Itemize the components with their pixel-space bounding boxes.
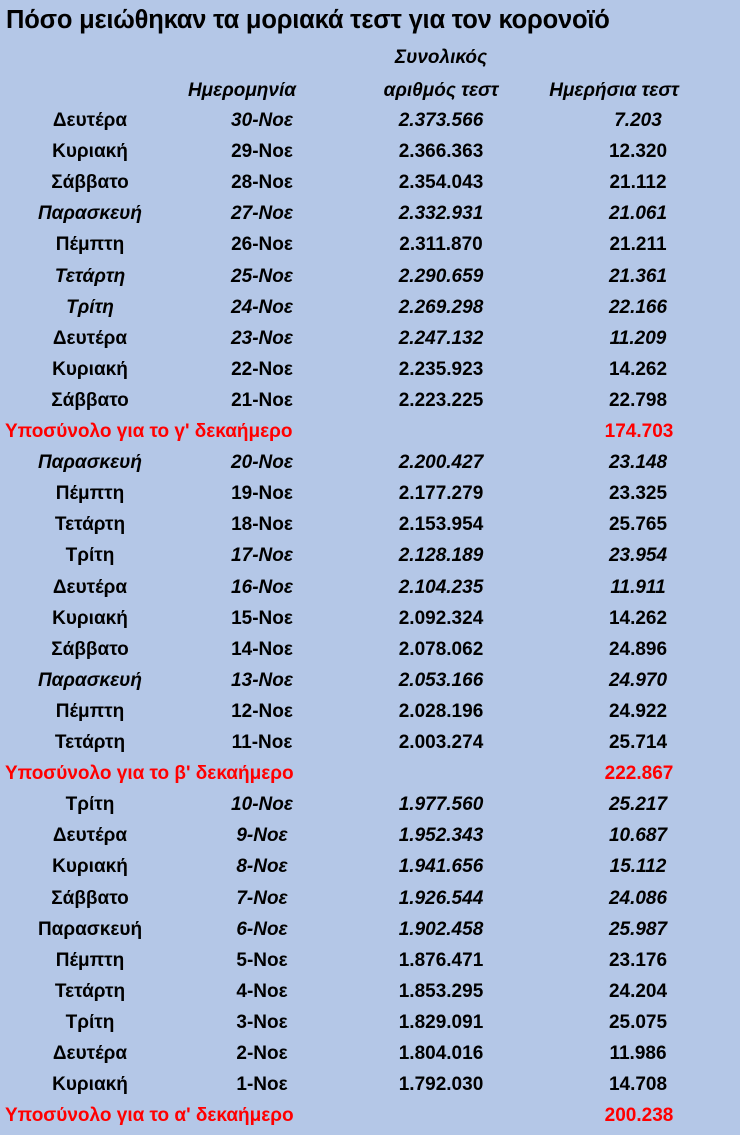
table-row: [0, 1040, 740, 1071]
daily-tests-cell: 14.708: [608, 1074, 668, 1095]
total-tests-cell: 2.177.279: [398, 483, 484, 504]
table-row: [0, 325, 740, 356]
day-cell: Σάββατο: [51, 172, 129, 193]
day-cell: Δευτέρα: [52, 577, 128, 598]
daily-tests-cell: 22.798: [608, 390, 668, 411]
daily-tests-cell: 25.987: [608, 919, 668, 940]
daily-tests-cell: 22.166: [608, 297, 668, 318]
day-cell: Παρασκευή: [37, 919, 143, 940]
total-tests-cell: 2.247.132: [398, 328, 484, 349]
day-cell: Πέμπτη: [55, 234, 125, 255]
table-row: [0, 387, 740, 418]
day-cell: Τετάρτη: [54, 732, 126, 753]
table-row: [0, 885, 740, 916]
table-row: [0, 947, 740, 978]
date-cell: 5-Noε: [236, 950, 288, 971]
total-tests-cell: 1.926.544: [398, 888, 484, 909]
total-tests-cell: 1.977.560: [398, 794, 484, 815]
total-tests-cell: 2.028.196: [398, 701, 484, 722]
date-cell: 13-Noε: [231, 670, 293, 691]
total-tests-cell: 1.829.091: [398, 1012, 484, 1033]
day-cell: Τρίτη: [66, 297, 114, 318]
table-row: [0, 480, 740, 511]
subtotal-row: [0, 418, 740, 449]
date-cell: 26-Noε: [231, 234, 293, 255]
daily-tests-cell: 11.209: [609, 328, 667, 349]
daily-tests-cell: 24.922: [608, 701, 668, 722]
table-row: [0, 200, 740, 231]
date-cell: 29-Noε: [231, 141, 293, 162]
date-cell: 10-Noε: [231, 794, 293, 815]
daily-tests-cell: 12.320: [608, 141, 668, 162]
day-cell: Παρασκευή: [38, 203, 142, 224]
day-cell: Δευτέρα: [52, 1043, 128, 1064]
table-row: [0, 138, 740, 169]
date-cell: 28-Noε: [231, 172, 293, 193]
table-row: [0, 667, 740, 698]
subtotal-value: 200.238: [604, 1105, 674, 1126]
daily-tests-cell: 21.361: [608, 266, 668, 287]
daily-tests-cell: 14.262: [608, 359, 668, 380]
daily-tests-cell: 24.086: [608, 888, 668, 909]
day-cell: Παρασκευή: [38, 452, 142, 473]
day-cell: Σάββατο: [51, 639, 129, 660]
day-cell: Κυριακή: [52, 359, 128, 380]
date-cell: 24-Noε: [231, 297, 293, 318]
day-cell: Πέμπτη: [55, 701, 125, 722]
daily-tests-cell: 14.262: [608, 608, 668, 629]
table-row: [0, 698, 740, 729]
header-date: Ημερομηνία: [187, 80, 297, 101]
table-row: [0, 978, 740, 1009]
total-tests-cell: 1.941.656: [398, 856, 484, 877]
date-cell: 4-Noε: [236, 981, 288, 1002]
day-cell: Δευτέρα: [52, 328, 128, 349]
total-tests-cell: 2.128.189: [398, 545, 484, 566]
daily-tests-cell: 10.687: [608, 825, 668, 846]
subtotal-value: 222.867: [604, 763, 674, 784]
date-cell: 3-Noε: [236, 1012, 288, 1033]
day-cell: Κυριακή: [52, 141, 128, 162]
total-tests-cell: 2.153.954: [398, 514, 484, 535]
day-cell: Σάββατο: [51, 390, 129, 411]
daily-tests-cell: 25.714: [608, 732, 668, 753]
daily-tests-cell: 23.325: [608, 483, 668, 504]
table-title: Πόσο μειώθηκαν τα μοριακά τεστ για τον κορονοϊό: [6, 6, 610, 34]
day-cell: Κυριακή: [52, 1074, 128, 1095]
day-cell: Τρίτη: [65, 794, 115, 815]
total-tests-cell: 2.290.659: [398, 266, 484, 287]
day-cell: Τετάρτη: [54, 514, 126, 535]
table-row: [0, 822, 740, 853]
date-cell: 7-Noε: [236, 888, 288, 909]
day-cell: Παρασκευή: [38, 670, 142, 691]
total-tests-cell: 2.200.427: [398, 452, 484, 473]
daily-tests-cell: 25.075: [608, 1012, 668, 1033]
date-cell: 6-Noε: [236, 919, 288, 940]
table-row: [0, 1009, 740, 1040]
total-tests-cell: 2.053.166: [398, 670, 484, 691]
daily-tests-cell: 7.203: [614, 110, 662, 131]
daily-tests-cell: 21.061: [608, 203, 668, 224]
date-cell: 11-Noε: [231, 732, 293, 753]
daily-tests-cell: 15.112: [609, 856, 667, 877]
date-cell: 12-Noε: [231, 701, 293, 722]
date-cell: 27-Noε: [231, 203, 293, 224]
day-cell: Πέμπτη: [55, 950, 125, 971]
daily-tests-cell: 21.112: [609, 172, 667, 193]
total-tests-cell: 1.876.471: [398, 950, 484, 971]
header-total-line2: αριθμός τεστ: [383, 80, 499, 101]
total-tests-cell: 1.952.343: [398, 825, 484, 846]
day-cell: Δευτέρα: [52, 110, 128, 131]
date-cell: 1-Noε: [236, 1074, 288, 1095]
date-cell: 30-Noε: [231, 110, 293, 131]
total-tests-cell: 2.311.870: [399, 234, 483, 255]
subtotal-row: [0, 1102, 740, 1133]
date-cell: 22-Noε: [231, 359, 293, 380]
total-tests-cell: 2.003.274: [398, 732, 484, 753]
date-cell: 8-Noε: [236, 856, 288, 877]
subtotal-label: Υποσύνολο για το α' δεκαήμερο: [5, 1105, 294, 1126]
table-row: [0, 263, 740, 294]
day-cell: Τετάρτη: [54, 266, 126, 287]
daily-tests-cell: 24.896: [608, 639, 668, 660]
daily-tests-cell: 23.176: [608, 950, 668, 971]
date-cell: 19-Noε: [231, 483, 293, 504]
header-daily: Ημερήσια τεστ: [549, 80, 679, 101]
date-cell: 16-Noε: [231, 577, 293, 598]
table-row: [0, 107, 740, 138]
date-cell: 23-Noε: [231, 328, 293, 349]
table-row: [0, 916, 740, 947]
table-row: [0, 636, 740, 667]
day-cell: Πέμπτη: [55, 483, 125, 504]
date-cell: 21-Noε: [231, 390, 293, 411]
date-cell: 25-Noε: [231, 266, 293, 287]
total-tests-cell: 2.078.062: [398, 639, 484, 660]
day-cell: Σάββατο: [51, 888, 129, 909]
date-cell: 20-Noε: [231, 452, 293, 473]
subtotal-label: Υποσύνολο για το β' δεκαήμερο: [5, 763, 294, 784]
header-total-line1: Συνολικός: [394, 47, 488, 68]
table-row: [0, 574, 740, 605]
table-row: [0, 294, 740, 325]
total-tests-cell: 2.332.931: [398, 203, 484, 224]
day-cell: Κυριακή: [52, 856, 128, 877]
daily-tests-cell: 11.911: [610, 577, 666, 598]
daily-tests-cell: 24.204: [608, 981, 668, 1002]
daily-tests-cell: 23.954: [608, 545, 668, 566]
table-row: [0, 1071, 740, 1102]
total-tests-cell: 1.792.030: [398, 1074, 484, 1095]
total-tests-cell: 2.092.324: [398, 608, 484, 629]
total-tests-cell: 2.354.043: [398, 172, 484, 193]
subtotal-value: 174.703: [604, 421, 674, 442]
table-row: [0, 511, 740, 542]
daily-tests-cell: 25.765: [608, 514, 668, 535]
table-row: [0, 729, 740, 760]
table-row: [0, 542, 740, 573]
day-cell: Κυριακή: [52, 608, 128, 629]
total-tests-cell: 2.269.298: [398, 297, 484, 318]
daily-tests-cell: 25.217: [608, 794, 668, 815]
table-row: [0, 853, 740, 884]
total-tests-cell: 2.235.923: [398, 359, 484, 380]
date-cell: 9-Noε: [236, 825, 288, 846]
total-tests-cell: 2.366.363: [398, 141, 484, 162]
table-row: [0, 791, 740, 822]
table-row: [0, 169, 740, 200]
daily-tests-cell: 24.970: [608, 670, 668, 691]
date-cell: 18-Noε: [231, 514, 293, 535]
daily-tests-cell: 21.211: [609, 234, 667, 255]
subtotal-row: [0, 760, 740, 791]
day-cell: Τετάρτη: [54, 981, 126, 1002]
total-tests-cell: 2.223.225: [398, 390, 484, 411]
daily-tests-cell: 23.148: [608, 452, 668, 473]
date-cell: 15-Noε: [231, 608, 293, 629]
date-cell: 17-Noε: [231, 545, 293, 566]
total-tests-cell: 1.902.458: [398, 919, 484, 940]
table-row: [0, 449, 740, 480]
total-tests-cell: 1.853.295: [398, 981, 484, 1002]
table-row: [0, 231, 740, 262]
total-tests-cell: 2.104.235: [398, 577, 484, 598]
subtotal-label: Υποσύνολο για το γ' δεκαήμερο: [5, 421, 293, 442]
table-row: [0, 605, 740, 636]
day-cell: Δευτέρα: [52, 825, 128, 846]
date-cell: 2-Noε: [236, 1043, 288, 1064]
day-cell: Τρίτη: [65, 545, 115, 566]
table-row: [0, 356, 740, 387]
total-tests-cell: 2.373.566: [398, 110, 484, 131]
total-tests-cell: 1.804.016: [398, 1043, 484, 1064]
daily-tests-cell: 11.986: [609, 1043, 667, 1064]
date-cell: 14-Noε: [231, 639, 293, 660]
day-cell: Τρίτη: [65, 1012, 115, 1033]
